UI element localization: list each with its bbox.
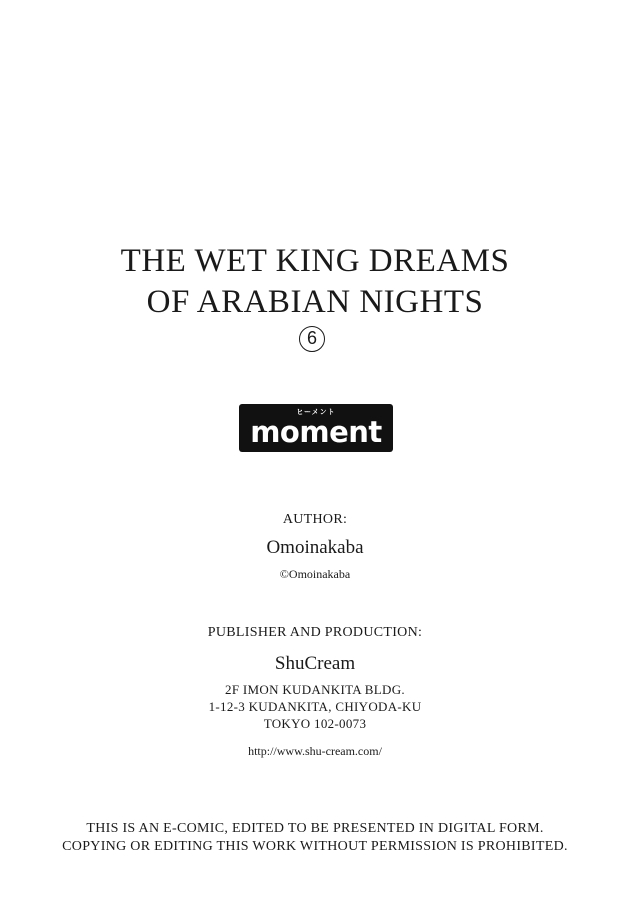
logo-text: moment [250, 415, 382, 449]
publisher-url: http://www.shu-cream.com/ [248, 744, 382, 758]
notice-line-2: COPYING OR EDITING THIS WORK WITHOUT PERMISSION IS PROHIBITED. [62, 839, 568, 854]
title-line-1: THE WET KING DREAMS [120, 243, 510, 279]
author-copyright: ©Omoinakaba [279, 567, 351, 581]
publisher-address-line-2: 1-12-3 KUDANKITA, CHIYODA-KU [208, 699, 422, 714]
author-name: Omoinakaba [266, 537, 364, 558]
author-label: AUTHOR: [282, 512, 348, 527]
publisher-name: ShuCream [274, 653, 356, 674]
logo-small-text: ヒーメント [296, 408, 336, 416]
publisher-label: PUBLISHER AND PRODUCTION: [207, 625, 423, 640]
notice-line-1: THIS IS AN E-COMIC, EDITED TO BE PRESENTED IN DIGITAL FORM. [86, 821, 544, 836]
moment-logo [239, 404, 393, 452]
volume-number-badge: 6 [299, 326, 325, 352]
publisher-address-line-1: 2F IMON KUDANKITA BLDG. [225, 682, 405, 697]
title-line-2: OF ARABIAN NIGHTS [146, 284, 484, 320]
publisher-address-line-3: TOKYO 102-0073 [263, 716, 367, 731]
